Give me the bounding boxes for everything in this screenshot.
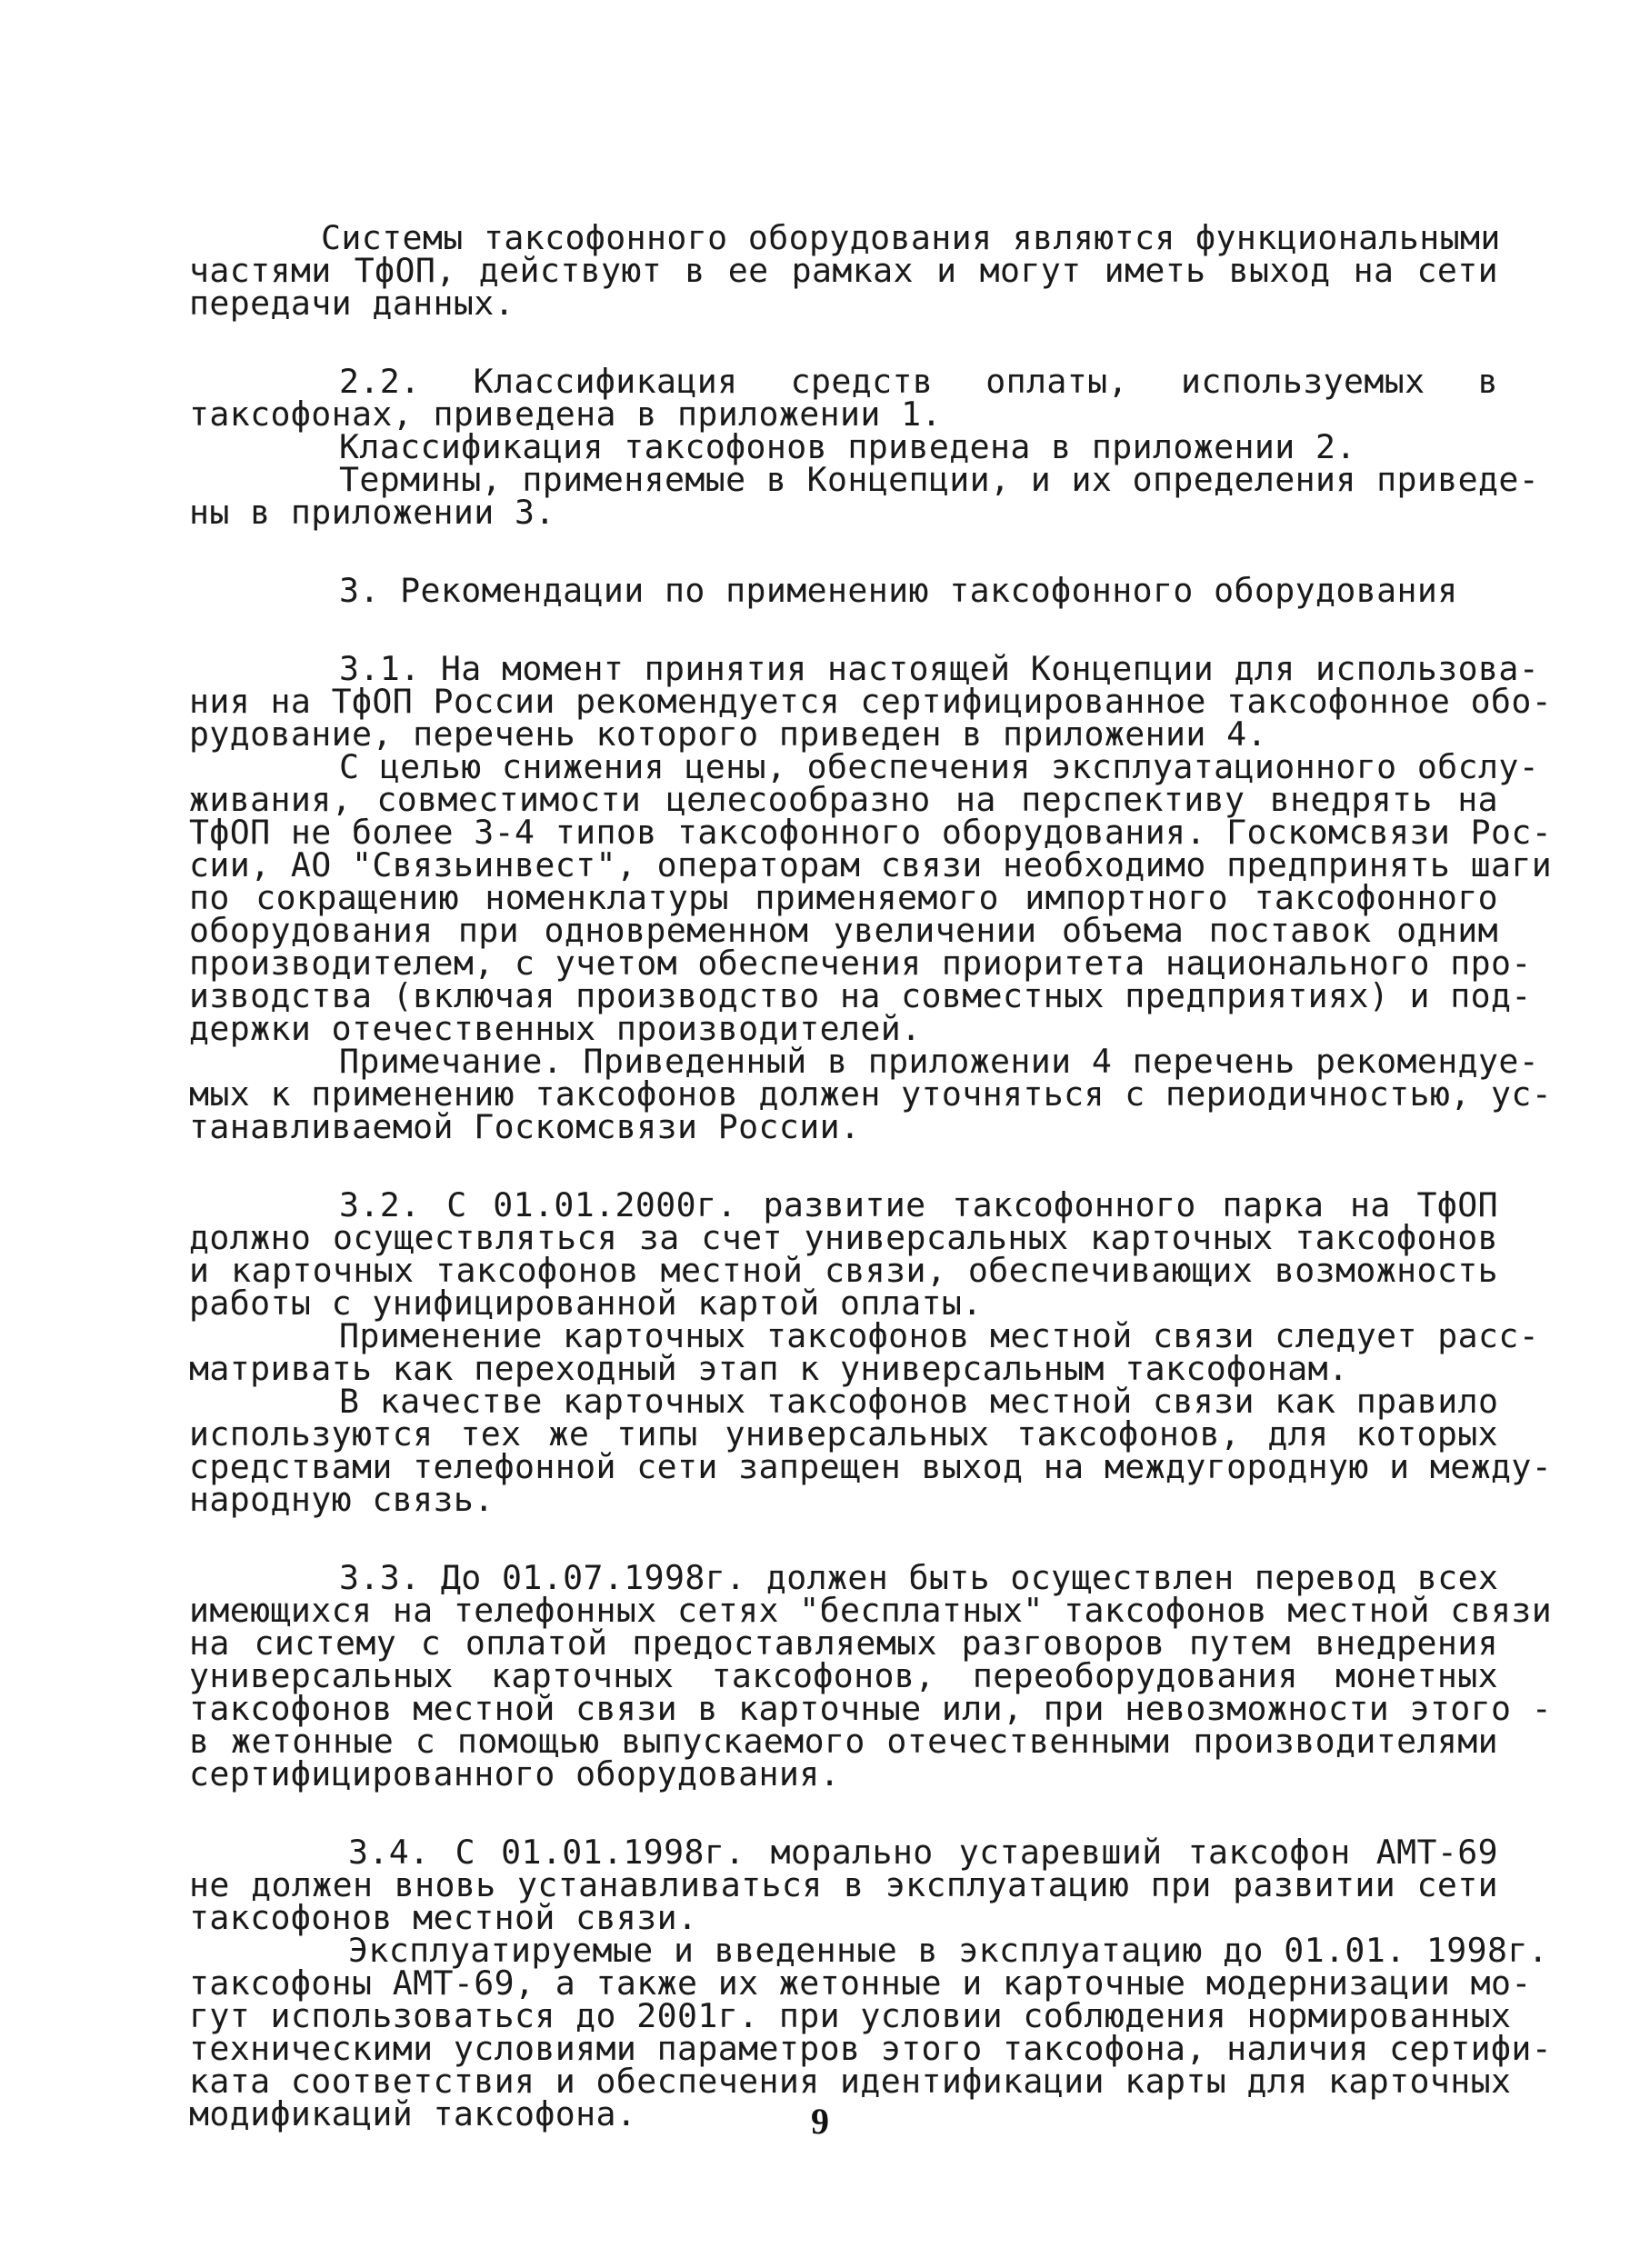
text-line: в жетонные с помощью выпускаемого отечественными производителями (189, 1722, 1498, 1761)
text-line: должно осуществляться за счет универсальных карточных таксофонов (189, 1218, 1498, 1257)
text-line: ны в приложении 3. (189, 493, 555, 532)
text-line: на систему с оплатой предоставляемых разговоров путем внедрения (189, 1624, 1498, 1663)
section-heading (189, 571, 1498, 610)
text-line: гут использоваться до 2001г. при условии соблюдения нормированных (189, 1996, 1512, 2035)
text-line: передачи данных. (189, 284, 515, 323)
text-line: живания, совместимости целесообразно на перспективу внедрять на (189, 780, 1498, 819)
text-line: таксофонов местной связи. (189, 1898, 698, 1937)
text-line: мых к применению таксофонов должен уточняться с периодичностью, ус- (189, 1074, 1553, 1114)
text-line: Применение карточных таксофонов местной связи следует расс- (339, 1316, 1540, 1355)
text-line: и карточных таксофонов местной связи, обеспечивающих возможность (189, 1251, 1498, 1290)
page-number: 9 (811, 2101, 829, 2142)
text-line: сии, АО "Связьинвест", операторам связи необходимо предпринять шаги (189, 845, 1553, 884)
text-line: оборудования при одновременном увеличении объема поставок одним (189, 911, 1498, 950)
text-line: 3.1. На момент принятия настоящей Концепции для использова- (339, 649, 1540, 688)
text-line: С целью снижения цены, обеспечения эксплуатационного обслу- (339, 747, 1540, 786)
paragraph-2-2-terms (189, 460, 1540, 532)
text-line: не должен вновь устанавливаться в эксплуатацию при развитии сети (189, 1865, 1498, 1904)
text-line: модификаций таксофона. (189, 2094, 637, 2133)
section-title: 3. Рекомендации по применению таксофонного оборудования (339, 571, 1458, 610)
paragraph-3-1 (189, 649, 1553, 754)
paragraph-2-2 (189, 362, 1498, 434)
paragraph-3-1-goal (189, 747, 1553, 1048)
paragraph-2-2-classification (189, 427, 1498, 466)
text-line: 2.2. Классификация средств оплаты, используемых в (339, 362, 1498, 401)
paragraph-3-4 (189, 1833, 1498, 1937)
text-line: таксофонах, приведена в приложении 1. (189, 395, 942, 434)
text-line: Классификация таксофонов приведена в приложении 2. (339, 427, 1356, 466)
text-line: Эксплуатируемые и введенные в эксплуатацию до 01.01. 1998г. (348, 1931, 1549, 1970)
paragraph-3-1-note (189, 1042, 1553, 1146)
text-line: 3.2. С 01.01.2000г. развитие таксофонного парка на ТфОП (339, 1185, 1498, 1224)
text-line: производителем, с учетом обеспечения приоритета национального про- (189, 944, 1532, 983)
text-line: по сокращению номенклатуры применяемого импортного таксофонного (189, 878, 1498, 917)
text-line: средствами телефонной сети запрещен выход на междугородную и между- (189, 1447, 1553, 1486)
paragraph-3-2-types (189, 1382, 1553, 1519)
text-line: таксофонов местной связи в карточные или, при невозможности этого - (189, 1689, 1553, 1728)
text-line: матривать как переходный этап к универсальным таксофонам. (189, 1349, 1349, 1388)
text-line: используются тех же типы универсальных таксофонов, для которых (189, 1414, 1498, 1454)
text-line: имеющихся на телефонных сетях "бесплатных" таксофонов местной связи (189, 1591, 1553, 1630)
text-line: ката соответствия и обеспечения идентификации карты для карточных (189, 2062, 1512, 2101)
text-line: работы с унифицированной картой оплаты. (189, 1284, 983, 1323)
text-line: универсальных карточных таксофонов, переоборудования монетных (189, 1656, 1498, 1695)
text-line: танавливаемой Госкомсвязи России. (189, 1107, 861, 1146)
text-line: таксофоны АМТ-69, а также их жетонные и карточные модернизации мо- (189, 1963, 1532, 2003)
text-line: рудование, перечень которого приведен в приложении 4. (189, 714, 1267, 754)
text-line: Термины, применяемые в Концепции, и их определения приведе- (339, 460, 1540, 499)
paragraph-3-2 (189, 1185, 1498, 1323)
text-line: частями ТфОП, действуют в ее рамках и могут иметь выход на сети (189, 251, 1498, 290)
paragraph-3-2-application (189, 1316, 1540, 1388)
text-line: держки отечественных производителей. (189, 1009, 922, 1048)
document-body (189, 218, 1553, 2133)
text-line: 3.3. До 01.07.1998г. должен быть осуществлен перевод всех (339, 1558, 1499, 1597)
paragraph-intro (189, 218, 1501, 323)
text-line: ния на ТфОП России рекомендуется сертифицированное таксофонное обо- (189, 682, 1553, 721)
text-line: 3.4. С 01.01.1998г. морально устаревший таксофон АМТ-69 (348, 1833, 1498, 1872)
text-line: Системы таксофонного оборудования являются функциональными (321, 218, 1501, 257)
text-line: Примечание. Приведенный в приложении 4 перечень рекомендуе- (339, 1042, 1540, 1081)
text-line: техническими условиями параметров этого таксофона, наличия сертифи- (189, 2029, 1553, 2068)
paragraph-3-3 (189, 1558, 1553, 1793)
text-line: народную связь. (189, 1480, 495, 1519)
text-line: ТфОП не более 3-4 типов таксофонного оборудования. Госкомсвязи Рос- (189, 813, 1553, 852)
text-line: В качестве карточных таксофонов местной связи как правило (339, 1382, 1499, 1421)
text-line: сертифицированного оборудования. (189, 1754, 840, 1793)
text-line: изводства (включая производство на совместных предприятиях) и под- (189, 976, 1532, 1015)
